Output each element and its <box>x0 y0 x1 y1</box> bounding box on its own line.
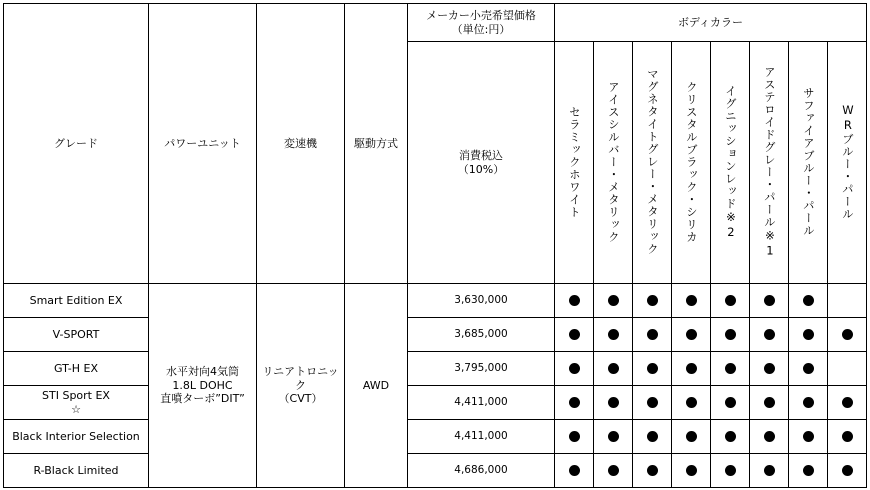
available-dot-icon <box>803 465 814 476</box>
availability-cell <box>594 386 633 420</box>
available-dot-icon <box>686 329 697 340</box>
header-price-title <box>408 4 555 42</box>
availability-cell <box>594 420 633 454</box>
header-color-8 <box>828 42 867 284</box>
available-dot-icon <box>647 431 658 442</box>
availability-cell <box>633 318 672 352</box>
available-dot-icon <box>608 363 619 374</box>
tax-line1: 消費税込 <box>459 148 503 162</box>
available-dot-icon <box>725 295 736 306</box>
availability-cell <box>672 318 711 352</box>
availability-cell <box>711 284 750 318</box>
available-dot-icon <box>725 465 736 476</box>
header-grade: グレード <box>4 4 149 284</box>
availability-cell <box>828 420 867 454</box>
availability-cell <box>711 420 750 454</box>
availability-cell <box>750 454 789 488</box>
availability-cell <box>828 318 867 352</box>
available-dot-icon <box>803 431 814 442</box>
power-unit-cell <box>149 284 257 488</box>
transmission-text: リニアトロニック <box>262 364 339 392</box>
header-color-4 <box>672 42 711 284</box>
table-row <box>4 284 867 318</box>
available-dot-icon <box>803 295 814 306</box>
available-dot-icon <box>647 329 658 340</box>
availability-cell <box>828 454 867 488</box>
availability-cell <box>750 420 789 454</box>
transmission-cell <box>257 284 345 488</box>
price-cell: 4,411,000 <box>408 386 555 420</box>
available-dot-icon <box>569 465 580 476</box>
available-dot-icon <box>686 431 697 442</box>
availability-cell <box>555 386 594 420</box>
available-dot-icon <box>764 397 775 408</box>
availability-cell <box>555 318 594 352</box>
availability-cell <box>789 454 828 488</box>
header-color-7 <box>789 42 828 284</box>
grade-name: R-Black Limited <box>33 463 119 477</box>
availability-cell <box>789 352 828 386</box>
availability-cell <box>594 454 633 488</box>
available-dot-icon <box>686 465 697 476</box>
available-dot-icon <box>842 431 853 442</box>
availability-cell <box>750 318 789 352</box>
available-dot-icon <box>842 397 853 408</box>
color-name: アイスシルバー・メタリック <box>606 80 621 244</box>
availability-cell <box>711 318 750 352</box>
price-title-line1: メーカー小売希望価格 <box>426 8 536 22</box>
color-name: アステロイドグレー・パール※1 <box>762 65 777 259</box>
header-color-2 <box>594 42 633 284</box>
color-name: サファイアブルー・パール <box>801 87 816 238</box>
price-cell: 3,685,000 <box>408 318 555 352</box>
available-dot-icon <box>686 397 697 408</box>
availability-cell <box>789 386 828 420</box>
price-table <box>3 3 867 488</box>
available-dot-icon <box>569 295 580 306</box>
availability-cell <box>828 386 867 420</box>
grade-name: GT-H EX <box>53 361 99 375</box>
transmission-text: （CVT） <box>278 392 323 406</box>
power-unit-text: 直噴ターボ”DIT” <box>160 392 245 406</box>
available-dot-icon <box>647 295 658 306</box>
available-dot-icon <box>686 295 697 306</box>
availability-cell <box>633 454 672 488</box>
available-dot-icon <box>764 465 775 476</box>
available-dot-icon <box>725 397 736 408</box>
tax-line2: （10%） <box>457 162 505 176</box>
availability-cell <box>711 352 750 386</box>
availability-cell <box>555 454 594 488</box>
table-row <box>4 352 867 386</box>
table-row <box>4 318 867 352</box>
grade-cell <box>4 454 149 488</box>
color-name: クリスタルブラック・シリカ <box>684 80 699 244</box>
grade-cell <box>4 386 149 420</box>
grade-cell <box>4 420 149 454</box>
price-cell: 4,411,000 <box>408 420 555 454</box>
available-dot-icon <box>803 397 814 408</box>
color-name: マグネタイトグレー・メタリック <box>645 68 660 256</box>
availability-cell <box>711 454 750 488</box>
header-transmission: 変速機 <box>257 4 345 284</box>
available-dot-icon <box>569 363 580 374</box>
color-name: WRブルー・パール <box>840 103 855 221</box>
availability-cell <box>711 386 750 420</box>
header-drive: 駆動方式 <box>345 4 408 284</box>
availability-cell <box>789 420 828 454</box>
available-dot-icon <box>803 363 814 374</box>
price-cell: 3,795,000 <box>408 352 555 386</box>
available-dot-icon <box>686 363 697 374</box>
availability-cell <box>594 352 633 386</box>
availability-cell <box>750 386 789 420</box>
header-tax <box>408 42 555 284</box>
header-power-unit: パワーユニット <box>149 4 257 284</box>
availability-cell <box>750 284 789 318</box>
available-dot-icon <box>764 431 775 442</box>
header-color-1 <box>555 42 594 284</box>
available-dot-icon <box>647 363 658 374</box>
availability-cell <box>633 352 672 386</box>
available-dot-icon <box>764 363 775 374</box>
grade-cell <box>4 352 149 386</box>
availability-cell <box>672 454 711 488</box>
available-dot-icon <box>569 431 580 442</box>
table-row <box>4 386 867 420</box>
availability-cell <box>555 352 594 386</box>
table-row <box>4 454 867 488</box>
header-color-5 <box>711 42 750 284</box>
available-dot-icon <box>842 465 853 476</box>
availability-cell <box>750 352 789 386</box>
available-dot-icon <box>725 363 736 374</box>
availability-cell <box>789 318 828 352</box>
table-row <box>4 420 867 454</box>
available-dot-icon <box>608 431 619 442</box>
availability-cell <box>828 284 867 318</box>
power-unit-text: 水平対向4気筒 <box>166 364 239 378</box>
grade-name: V-SPORT <box>52 327 100 341</box>
available-dot-icon <box>647 397 658 408</box>
grade-name: Smart Edition EX <box>29 293 123 307</box>
availability-cell <box>633 420 672 454</box>
grade-name: STI Sport EX <box>42 388 110 402</box>
availability-cell <box>633 386 672 420</box>
available-dot-icon <box>725 431 736 442</box>
grade-cell <box>4 284 149 318</box>
availability-cell <box>672 284 711 318</box>
availability-cell <box>789 284 828 318</box>
header-color-3 <box>633 42 672 284</box>
grade-name: Black Interior Selection <box>12 429 140 443</box>
available-dot-icon <box>608 329 619 340</box>
available-dot-icon <box>647 465 658 476</box>
power-unit-text: 1.8L DOHC <box>172 378 233 392</box>
availability-cell <box>594 318 633 352</box>
available-dot-icon <box>764 329 775 340</box>
available-dot-icon <box>608 295 619 306</box>
available-dot-icon <box>608 397 619 408</box>
grade-mark: ☆ <box>71 402 81 416</box>
availability-cell <box>672 420 711 454</box>
availability-cell <box>555 420 594 454</box>
availability-cell <box>555 284 594 318</box>
drive-cell: AWD <box>345 284 408 488</box>
availability-cell <box>633 284 672 318</box>
available-dot-icon <box>764 295 775 306</box>
color-name: セラミックホワイト <box>567 105 582 219</box>
available-dot-icon <box>569 329 580 340</box>
availability-cell <box>594 284 633 318</box>
availability-cell <box>672 386 711 420</box>
grade-cell <box>4 318 149 352</box>
header-body-color: ボディカラー <box>555 4 867 42</box>
available-dot-icon <box>608 465 619 476</box>
color-name: イグニッションレッド※2 <box>723 84 738 240</box>
availability-cell <box>828 352 867 386</box>
price-title-line2: （単位:円） <box>451 22 511 36</box>
available-dot-icon <box>569 397 580 408</box>
available-dot-icon <box>725 329 736 340</box>
price-cell: 4,686,000 <box>408 454 555 488</box>
header-color-6 <box>750 42 789 284</box>
available-dot-icon <box>803 329 814 340</box>
availability-cell <box>672 352 711 386</box>
available-dot-icon <box>842 329 853 340</box>
price-cell: 3,630,000 <box>408 284 555 318</box>
